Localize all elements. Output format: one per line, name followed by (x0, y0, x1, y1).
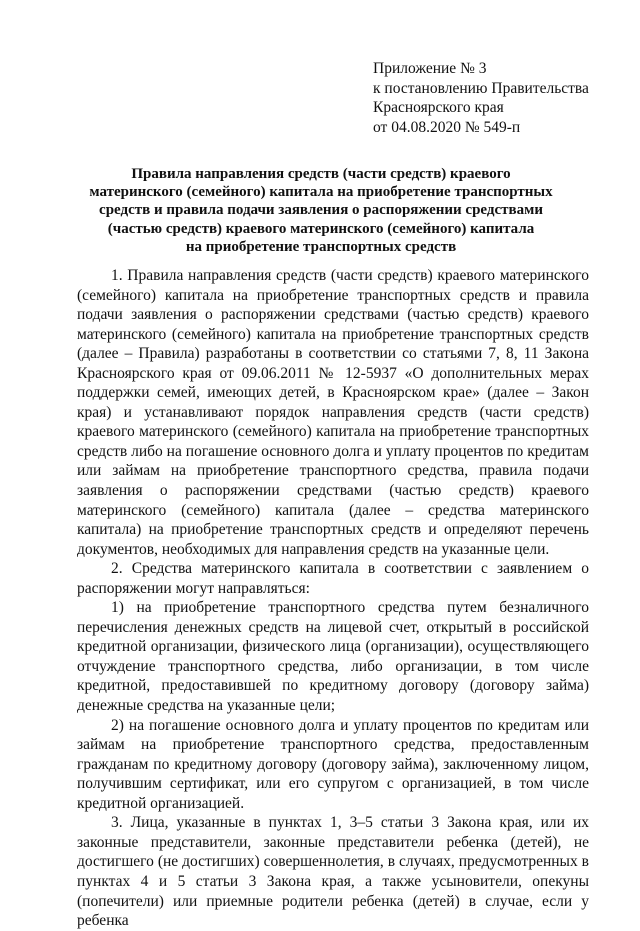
title-line: средств и правила подачи заявления о распоряжении средствами (99, 202, 543, 219)
document-title (86, 165, 556, 256)
annex-date: от 04.08.2020 № 549-п (373, 118, 521, 136)
paragraph-2: 2. Средства материнского капитала в соответствии с заявлением о распоряжении могут направляться: (77, 560, 589, 597)
title-line: материнского (семейного) капитала на приобретение транспортных (89, 184, 553, 201)
annex-resolution: к постановлению Правительства (373, 79, 589, 97)
annex-region: Красноярского края (373, 99, 504, 116)
paragraph-2-item-2: 2) на погашение основного долга и уплату процентов по кредитам или займам на приобретение транспортного средства, предоставленным гражданам по кредитному договору (договору займа), заключенному лицом, получившим сертификат, или его супругом с организацией, в том числе кредитной организацией. (77, 716, 589, 812)
document-body (77, 266, 589, 931)
title-line: Правила направления средств (части средств) краевого (131, 166, 511, 182)
paragraph-3: 3. Лица, указанные в пунктах 1, 3–5 статьи 3 Закона края, или их законные представители, законные представители ребенка (детей), не достигшего (не достигших) совершеннолетия, в случаях, предусмотренных в пунктах 4 и 5 статьи 3 Закона края, а также усыновители, опекуны (попечители) или приемные родители ребенка (детей) в случае, если у ребенка (77, 814, 589, 930)
title-line: на приобретение транспортных средств (185, 238, 457, 255)
annex-header (373, 59, 589, 137)
annex-number: Приложение № 3 (373, 60, 487, 77)
title-line: (частью средств) краевого материнского (семейного) капитала (107, 220, 535, 237)
paragraph-2-item-1: 1) на приобретение транспортного средства путем безналичного перечисления денежных средств на лицевой счет, открытый в российской кредитной организации, физического лица (организации), осуществляющего отчуждение транспортного средства, либо организации, в том числе кредитной, предоставившей по кредитному договору (договору займа) денежные средства на указанные цели; (77, 599, 589, 715)
paragraph-1: 1. Правила направления средств (части средств) краевого материнского (семейного) капитала на приобретение транспортных средств и правила подачи заявления о распоряжении средствами (частью средств) краевого материнского (семейного) капитала на приобретение транспортных средств (далее – Правила) разработаны в соответствии со статьями 7, 8, 11 Закона Красноярского края от 09.06.2011 № 12-5937 «О дополнительных мерах поддержки семей, имеющих детей, в Красноярском крае» (далее – Закон края) и устанавливают порядок направления средств (части средств) краевого материнского (семейного) капитала на приобретение транспортных средств либо на погашение основного долга и уплату процентов по кредитам или займам на приобретение транспортного средства, правила подачи заявления о распоряжении средствами (частью средств) краевого материнского (семейного) капитала (далее – средства материнского капитала) на приобретение транспортных средств и определяют перечень документов, необходимых для направления средств на указанные цели. (77, 267, 589, 558)
